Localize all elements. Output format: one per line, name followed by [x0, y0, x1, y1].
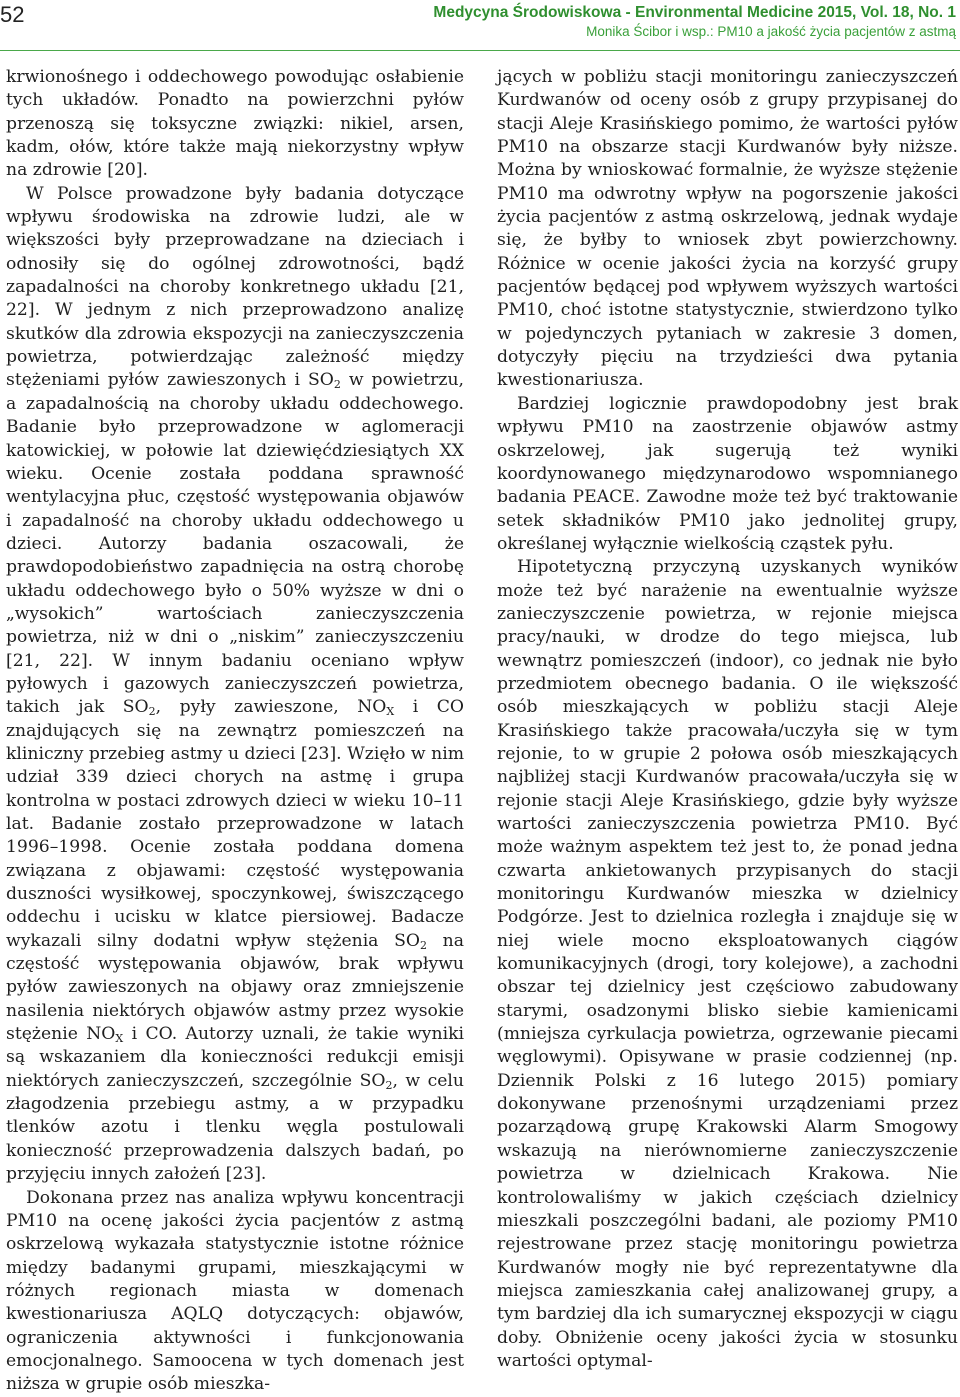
- subscript: 2: [148, 705, 156, 719]
- paragraph: [6, 183, 464, 1187]
- running-head: Monika Ścibor i wsp.: PM10 a jakość życia pacjentów z astmą: [586, 24, 956, 39]
- text-run: i CO znajdujących się na zewnątrz pomieszczeń na kliniczny przebieg astmy u dzieci [23]. Wzięło w nim udział 339 dzieci chorych na astmę i grupa kontrolna w postaci zdrowych dzieci w wieku 10–11 lat. Badanie zostało przeprowadzone w latach 1996–1998. Ocenie została poddana domena związana z objawami: częstość występowania duszności wysiłkowej, spoczynkowej, świszczącego oddechu i ucisku w klatce piersiowej. Badacze wykazali silny dodatni wpływ stężenia SO: [6, 697, 465, 951]
- left-column: [6, 66, 464, 1397]
- page-number: 52: [0, 2, 25, 27]
- subscript: X: [386, 705, 395, 719]
- subscript: X: [115, 1032, 124, 1046]
- right-column: [497, 66, 958, 1373]
- journal-title: Medycyna Środowiskowa - Environmental Medicine 2015, Vol. 18, No. 1: [433, 4, 956, 21]
- page-header: [0, 0, 960, 48]
- subscript: 2: [419, 938, 427, 952]
- header-rule: [0, 50, 960, 51]
- text-run: w powietrzu, a zapadalnością na choroby układu oddechowego. Badanie było przeprowadzone w aglomeracji katowickiej, w połowie lat dziewięćdziesiątych XX wieku. Ocenie została poddana sprawność wentylacyjna płuc, częstość występowania objawów i zapadalność na choroby układu oddechowego u dzieci. Autorzy badania oszacowali, że prawdopodobieństwo zapadnięcia na ostrą chorobę układu oddechowego było o 50% wyższe w dni o „wysokich” wartościach zanieczyszczenia powietrza, niż w dni o „niskim” zanieczyszczeniu [21, 22]. W innym badaniu oceniano wpływ pyłowych i gazowych zanieczyszczeń powietrza, takich jak SO: [6, 370, 464, 718]
- subscript: 2: [385, 1078, 393, 1092]
- text-run: i CO. Autorzy uznali, że takie wyniki są wskazaniem dla konieczności redukcji emisji niektórych zanieczyszczeń, szczególnie SO: [6, 1024, 464, 1091]
- paragraph: krwionośnego i oddechowego powodując osłabienie tych układów. Ponadto na powierzchni pyłów przenoszą się toksyczne związki: nikiel, arsen, kadm, ołów, które także mają niekorzystny wpływ na zdrowie [20].: [6, 67, 464, 181]
- paragraph: Hipotetyczną przyczyną uzyskanych wyników może też być narażenie na ewentualnie wyższe zanieczyszczenie powietrza, w rejonie miejsca pracy/nauki, w drodze do tego miejsca, lub wewnątrz pomieszczeń (indoor), co jednak nie było przedmiotem obecnego badania. O ile większość osób mieszkających w pobliżu stacji Aleje Krasińskiego także pracowała/uczyła się w tym rejonie, to w grupie 2 połowa osób mieszkających najbliżej stacji Kurdwanów pracowała/uczyła się w rejonie stacji Aleje Krasińskiego, gdzie były wyższe wartości zanieczyszczenia powietrza PM10. Być może ważnym aspektem też jest to, że ponad jedna czwarta ankietowanych przypisanych do stacji monitoringu Kurdwanów mieszka w dzielnicy Podgórze. Jest to dzielnica rozległa i znajduje się w niej wiele mocno eksploatowanych ciągów komunikacyjnych (drogi, tory kolejowe), a zachodni obszar tej dzielnicy jest częściowo zabudowany starymi, osadzonymi blisko siebie kamienicami (mniejsza cyrkulacja powietrza, ogrzewanie piecami węglowymi). Opisywane w prasie codziennej (np. Dziennik Polski z 16 lutego 2015) pomiary dokonywane przenośnymi urządzeniami przez pozarządową grupę Krakowski Alarm Smogowy wskazują na nierównomierne zanieczyszczenie powietrza w dzielnicach Krakowa. Nie kontrolowaliśmy w jakich częściach dzielnicy mieszkali poszczególni badani, ale poziomy PM10 rejestrowane przez stację monitoringu powietrza Kurdwanów mogły nie być reprezentatywne dla miejsca zamieszkania całej analizowanej grupy, a tym bardziej dla ich sumarycznej ekspozycji w ciągu doby. Obniżenie oceny jakości życia w stosunku wartości optymal-: [497, 557, 958, 1371]
- paragraph: Dokonana przez nas analiza wpływu koncentracji PM10 na ocenę jakości życia pacjentów z astmą oskrzelową wykazała statystycznie istotne różnice między badanymi grupami, mieszkającymi w różnych regionach miasta w domenach kwestionariusza AQLQ dotyczących: objawów, ograniczenia aktywności i funkcjonowania emocjonalnego. Samoocena w tych domenach jest niższa w grupie osób mieszka-: [6, 1187, 464, 1395]
- text-run: , pyły zawieszone, NO: [155, 697, 387, 718]
- paragraph: Bardziej logicznie prawdopodobny jest brak wpływu PM10 na zaostrzenie objawów astmy oskrzelowej, jak sugerują też wyniki koordynowanego międzynarodowo wspomnianego badania PEACE. Zawodne może też być traktowanie setek składników PM10 jako jednolitej grupy, określanej wyłącznie wielkością cząstek pyłu.: [497, 393, 958, 554]
- paragraph: jących w pobliżu stacji monitoringu zanieczyszczeń Kurdwanów od oceny osób z grupy przypisanej do stacji Aleje Krasińskiego pomimo, że wartości pyłów PM10 na obszarze stacji Kurdwanów były niższe. Można by wnioskować formalnie, że wyższe stężenie PM10 ma odwrotny wpływ na pogorszenie jakości życia pacjentów z astmą oskrzelową, jednak wydaje się, że byłby to wniosek zbyt powierzchowny. Różnice w ocenie jakości życia na korzyść grupy pacjentów będącej pod wpływem wyższych wartości PM10, choć istotne statystycznie, stwierdzono tylko w pojedynczych pytaniach w zakresie 3 domen, dotyczyły pięciu na trzydzieści dwa pytania kwestionariusza.: [497, 67, 958, 391]
- text-run: na częstość występowania objawów, brak wpływu pyłów zawieszonych na objawy oraz zmniejszenie nasilenia niektórych objawów astmy przez wysokie stężenie NO: [6, 930, 464, 1045]
- text-run: , w celu złagodzenia przebiegu astmy, a w przypadku tlenków azotu i tlenku węgla postulowali konieczność przeprowadzenia dalszych badań, po przyjęciu innych założeń [23].: [6, 1070, 464, 1185]
- text-run: W Polsce prowadzone były badania dotyczące wpływu środowiska na zdrowie ludzi, ale w większości były przeprowadzane na dzieciach i odnosiły się do ogólnej zdrowotności, bądź zapadalności na choroby konkretnego układu [21, 22]. W jednym z nich przeprowadzono analizę skutków dla zdrowia ekspozycji na zanieczyszczenia powietrza, potwierdzając zależność między stężeniami pyłów zawieszonych i SO: [6, 183, 464, 391]
- subscript: 2: [333, 378, 341, 392]
